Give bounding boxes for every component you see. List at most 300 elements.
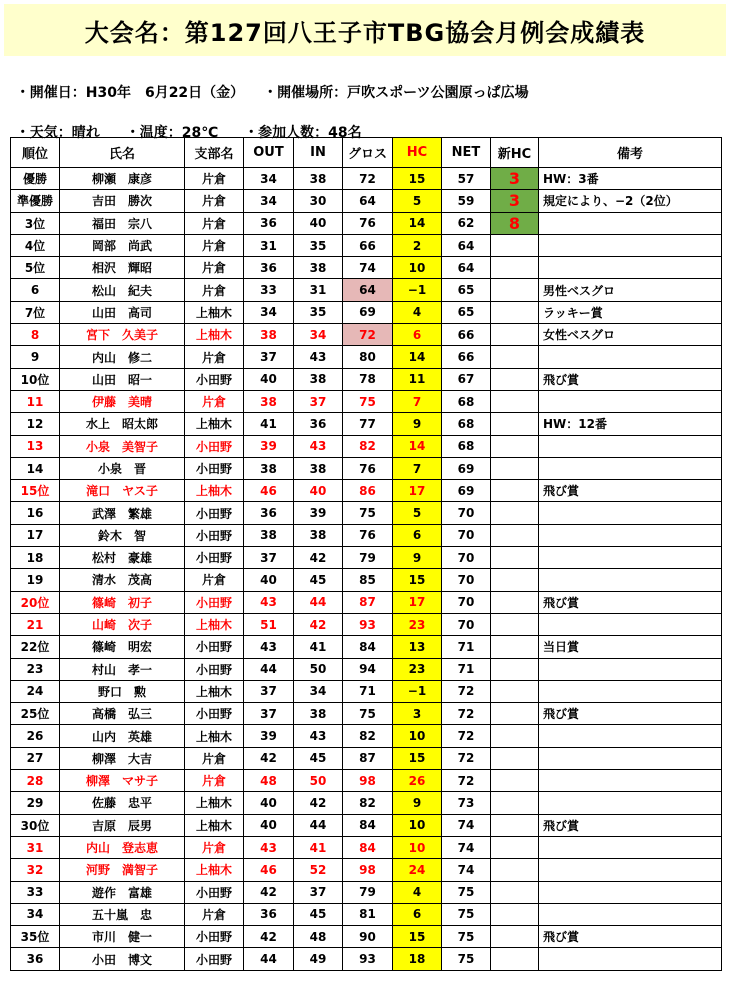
cell-branch: 小田野 [185,502,244,524]
cell-gross: 76 [343,457,393,479]
cell-hc: 9 [393,792,442,814]
table-row [11,480,722,502]
table-row [11,725,722,747]
table-row [11,881,722,903]
table-row [11,926,722,948]
cell-rank: 7位 [11,301,60,323]
cell-out: 37 [244,346,294,368]
weather: ・天気：晴れ [15,125,100,141]
cell-name: 宮下 久美子 [60,324,185,346]
cell-rank: 準優勝 [11,190,60,212]
cell-in: 34 [294,324,343,346]
cell-name: 清水 茂高 [60,569,185,591]
cell-out: 48 [244,770,294,792]
cell-hc: 14 [393,346,442,368]
cell-net: 67 [442,368,491,390]
cell-branch: 片倉 [185,168,244,190]
header-out: OUT [244,138,294,168]
cell-name: 小泉 晋 [60,457,185,479]
title-bar [4,4,726,56]
cell-name: 篠崎 初子 [60,591,185,613]
table-row [11,301,722,323]
cell-branch: 片倉 [185,279,244,301]
cell-gross: 76 [343,524,393,546]
cell-gross: 74 [343,257,393,279]
cell-name: 吉原 辰男 [60,814,185,836]
cell-net: 75 [442,881,491,903]
cell-out: 38 [244,390,294,412]
cell-note: 飛び賞 [539,703,722,725]
cell-net: 69 [442,480,491,502]
cell-in: 38 [294,368,343,390]
cell-name: 松山 紀夫 [60,279,185,301]
cell-gross: 64 [343,279,393,301]
cell-in: 45 [294,569,343,591]
cell-hc: 17 [393,480,442,502]
cell-note [539,770,722,792]
header-gross: グロス [343,138,393,168]
cell-hc: 23 [393,613,442,635]
cell-branch: 上柚木 [185,413,244,435]
cell-net: 71 [442,636,491,658]
cell-out: 31 [244,234,294,256]
cell-branch: 片倉 [185,190,244,212]
cell-new-hc [491,703,539,725]
cell-new-hc [491,836,539,858]
cell-note [539,792,722,814]
cell-new-hc [491,636,539,658]
cell-out: 37 [244,680,294,702]
cell-in: 35 [294,301,343,323]
cell-new-hc [491,457,539,479]
cell-in: 38 [294,703,343,725]
cell-in: 36 [294,413,343,435]
cell-rank: 21 [11,613,60,635]
cell-out: 46 [244,480,294,502]
cell-out: 42 [244,881,294,903]
cell-new-hc [491,814,539,836]
cell-gross: 82 [343,435,393,457]
cell-new-hc [491,413,539,435]
table-row [11,948,722,970]
header-hc: HC [393,138,442,168]
cell-gross: 93 [343,613,393,635]
cell-rank: 33 [11,881,60,903]
cell-in: 50 [294,658,343,680]
cell-note: 男性ベスグロ [539,279,722,301]
cell-rank: 4位 [11,234,60,256]
cell-net: 64 [442,257,491,279]
cell-note [539,212,722,234]
table-row [11,279,722,301]
cell-new-hc: 3 [491,190,539,212]
cell-note: 飛び賞 [539,591,722,613]
cell-in: 38 [294,457,343,479]
cell-rank: 3位 [11,212,60,234]
cell-note [539,524,722,546]
cell-out: 34 [244,190,294,212]
cell-note: 飛び賞 [539,480,722,502]
cell-hc: 3 [393,703,442,725]
cell-hc: 18 [393,948,442,970]
cell-out: 34 [244,168,294,190]
cell-in: 42 [294,792,343,814]
cell-new-hc [491,591,539,613]
cell-name: 相沢 輝昭 [60,257,185,279]
cell-in: 48 [294,926,343,948]
cell-out: 37 [244,547,294,569]
cell-branch: 片倉 [185,747,244,769]
cell-branch: 小田野 [185,591,244,613]
table-row [11,636,722,658]
cell-gross: 79 [343,547,393,569]
cell-note [539,547,722,569]
cell-name: 山田 昭一 [60,368,185,390]
cell-new-hc [491,301,539,323]
cell-hc: 6 [393,324,442,346]
cell-net: 68 [442,435,491,457]
cell-hc: 17 [393,591,442,613]
cell-branch: 小田野 [185,368,244,390]
cell-name: 野口 勲 [60,680,185,702]
cell-out: 43 [244,591,294,613]
table-row [11,257,722,279]
cell-out: 44 [244,948,294,970]
cell-name: 松村 豪雄 [60,547,185,569]
cell-note [539,680,722,702]
cell-net: 73 [442,792,491,814]
cell-rank: 26 [11,725,60,747]
cell-name: 篠崎 明宏 [60,636,185,658]
cell-branch: 上柚木 [185,859,244,881]
cell-out: 36 [244,257,294,279]
cell-gross: 75 [343,502,393,524]
cell-hc: 5 [393,502,442,524]
cell-rank: 14 [11,457,60,479]
cell-new-hc [491,658,539,680]
cell-branch: 小田野 [185,524,244,546]
cell-new-hc [491,547,539,569]
cell-gross: 84 [343,814,393,836]
cell-hc: 10 [393,814,442,836]
cell-in: 31 [294,279,343,301]
cell-net: 72 [442,725,491,747]
cell-note [539,836,722,858]
cell-in: 38 [294,524,343,546]
cell-in: 30 [294,190,343,212]
cell-name: 吉田 勝次 [60,190,185,212]
cell-new-hc [491,435,539,457]
cell-hc: 26 [393,770,442,792]
table-row [11,368,722,390]
cell-rank: 35位 [11,926,60,948]
table-row [11,680,722,702]
cell-branch: 上柚木 [185,725,244,747]
cell-hc: 14 [393,212,442,234]
cell-rank: 17 [11,524,60,546]
temperature: ・温度：28℃ [125,125,219,141]
cell-name: 小田 博文 [60,948,185,970]
cell-name: 山崎 次子 [60,613,185,635]
cell-in: 37 [294,390,343,412]
cell-gross: 75 [343,390,393,412]
cell-net: 62 [442,212,491,234]
cell-net: 74 [442,814,491,836]
cell-out: 40 [244,368,294,390]
cell-out: 39 [244,725,294,747]
cell-gross: 85 [343,569,393,591]
cell-in: 38 [294,168,343,190]
cell-hc: 10 [393,836,442,858]
cell-new-hc: 8 [491,212,539,234]
cell-hc: 23 [393,658,442,680]
cell-rank: 25位 [11,703,60,725]
cell-in: 50 [294,770,343,792]
table-row [11,747,722,769]
cell-new-hc [491,881,539,903]
cell-note [539,903,722,925]
cell-new-hc: 3 [491,168,539,190]
cell-gross: 82 [343,725,393,747]
cell-gross: 72 [343,324,393,346]
cell-name: 山田 高司 [60,301,185,323]
cell-net: 72 [442,747,491,769]
cell-gross: 66 [343,234,393,256]
cell-rank: 10位 [11,368,60,390]
cell-branch: 小田野 [185,547,244,569]
header-notes: 備考 [539,138,722,168]
cell-note [539,502,722,524]
event-date: ・開催日：H30年 6月22日（金） [15,85,238,101]
table-row [11,658,722,680]
cell-note [539,859,722,881]
cell-net: 74 [442,859,491,881]
cell-in: 41 [294,836,343,858]
header-in: IN [294,138,343,168]
table-row [11,457,722,479]
cell-gross: 71 [343,680,393,702]
table-row [11,413,722,435]
table-row [11,703,722,725]
cell-new-hc [491,368,539,390]
cell-gross: 80 [343,346,393,368]
cell-name: 武澤 繁雄 [60,502,185,524]
cell-gross: 78 [343,368,393,390]
cell-in: 41 [294,636,343,658]
cell-hc: 15 [393,569,442,591]
cell-branch: 片倉 [185,903,244,925]
cell-hc: 9 [393,413,442,435]
cell-hc: 9 [393,547,442,569]
cell-in: 45 [294,747,343,769]
cell-net: 68 [442,413,491,435]
cell-net: 75 [442,948,491,970]
cell-note [539,658,722,680]
cell-out: 42 [244,747,294,769]
cell-rank: 36 [11,948,60,970]
cell-hc: 15 [393,168,442,190]
cell-net: 75 [442,926,491,948]
cell-new-hc [491,747,539,769]
cell-out: 34 [244,301,294,323]
cell-name: 佐藤 忠平 [60,792,185,814]
cell-branch: 小田野 [185,881,244,903]
cell-gross: 79 [343,881,393,903]
cell-branch: 上柚木 [185,792,244,814]
cell-rank: 12 [11,413,60,435]
cell-rank: 23 [11,658,60,680]
cell-hc: 2 [393,234,442,256]
cell-hc: 6 [393,524,442,546]
cell-branch: 上柚木 [185,324,244,346]
cell-in: 35 [294,234,343,256]
cell-net: 66 [442,346,491,368]
cell-note: ラッキー賞 [539,301,722,323]
table-row [11,212,722,234]
cell-out: 40 [244,569,294,591]
cell-out: 38 [244,524,294,546]
cell-branch: 小田野 [185,948,244,970]
cell-in: 40 [294,480,343,502]
cell-note: 飛び賞 [539,814,722,836]
table-row [11,814,722,836]
cell-gross: 82 [343,792,393,814]
cell-note: HW：12番 [539,413,722,435]
cell-new-hc [491,948,539,970]
cell-rank: 18 [11,547,60,569]
cell-out: 36 [244,212,294,234]
cell-hc: −1 [393,279,442,301]
header-rank: 順位 [11,138,60,168]
cell-name: 河野 満智子 [60,859,185,881]
cell-in: 39 [294,502,343,524]
header-net: NET [442,138,491,168]
cell-out: 40 [244,792,294,814]
cell-out: 51 [244,613,294,635]
cell-gross: 98 [343,859,393,881]
cell-note: HW：3番 [539,168,722,190]
cell-net: 72 [442,680,491,702]
cell-hc: 11 [393,368,442,390]
cell-rank: 27 [11,747,60,769]
table-row [11,168,722,190]
cell-net: 57 [442,168,491,190]
table-row [11,613,722,635]
header-branch: 支部名 [185,138,244,168]
cell-hc: 6 [393,903,442,925]
cell-name: 伊藤 美晴 [60,390,185,412]
cell-rank: 29 [11,792,60,814]
cell-rank: 34 [11,903,60,925]
cell-rank: 15位 [11,480,60,502]
cell-hc: 10 [393,725,442,747]
cell-name: 水上 昭太郎 [60,413,185,435]
cell-name: 柳澤 マサ子 [60,770,185,792]
cell-gross: 87 [343,591,393,613]
cell-note [539,881,722,903]
cell-new-hc [491,770,539,792]
table-row [11,524,722,546]
cell-net: 66 [442,324,491,346]
cell-branch: 上柚木 [185,680,244,702]
cell-rank: 5位 [11,257,60,279]
cell-rank: 20位 [11,591,60,613]
event-info-line [6,66,555,102]
cell-rank: 19 [11,569,60,591]
cell-note [539,435,722,457]
cell-note [539,569,722,591]
table-row [11,234,722,256]
cell-hc: 15 [393,747,442,769]
cell-name: 五十嵐 忠 [60,903,185,925]
cell-note [539,725,722,747]
cell-hc: 7 [393,457,442,479]
cell-new-hc [491,279,539,301]
cell-rank: 24 [11,680,60,702]
cell-rank: 28 [11,770,60,792]
cell-branch: 上柚木 [185,480,244,502]
cell-branch: 片倉 [185,569,244,591]
cell-in: 38 [294,257,343,279]
cell-out: 44 [244,658,294,680]
cell-rank: 8 [11,324,60,346]
cell-name: 高橋 弘三 [60,703,185,725]
cell-out: 38 [244,457,294,479]
cell-in: 52 [294,859,343,881]
cell-note: 飛び賞 [539,926,722,948]
header-name: 氏名 [60,138,185,168]
cell-name: 小泉 美智子 [60,435,185,457]
cell-in: 43 [294,725,343,747]
cell-in: 42 [294,613,343,635]
cell-in: 44 [294,814,343,836]
cell-out: 43 [244,836,294,858]
cell-new-hc [491,390,539,412]
cell-net: 70 [442,569,491,591]
cell-note [539,948,722,970]
cell-new-hc [491,480,539,502]
cell-hc: 24 [393,859,442,881]
cell-new-hc [491,859,539,881]
cell-net: 68 [442,390,491,412]
cell-out: 37 [244,703,294,725]
cell-note [539,234,722,256]
cell-name: 内山 登志恵 [60,836,185,858]
cell-net: 64 [442,234,491,256]
cell-net: 59 [442,190,491,212]
cell-hc: 15 [393,926,442,948]
cell-hc: 4 [393,881,442,903]
cell-hc: 7 [393,390,442,412]
cell-branch: 小田野 [185,926,244,948]
event-venue: ・開催場所：戸吹スポーツ公園原っぱ広場 [263,85,529,101]
table-row [11,770,722,792]
cell-branch: 片倉 [185,346,244,368]
cell-out: 43 [244,636,294,658]
cell-out: 36 [244,502,294,524]
cell-gross: 81 [343,903,393,925]
cell-net: 71 [442,658,491,680]
table-row [11,569,722,591]
cell-in: 42 [294,547,343,569]
cell-new-hc [491,346,539,368]
cell-gross: 64 [343,190,393,212]
cell-gross: 77 [343,413,393,435]
cell-note [539,390,722,412]
cell-branch: 片倉 [185,212,244,234]
cell-rank: 9 [11,346,60,368]
table-row [11,836,722,858]
